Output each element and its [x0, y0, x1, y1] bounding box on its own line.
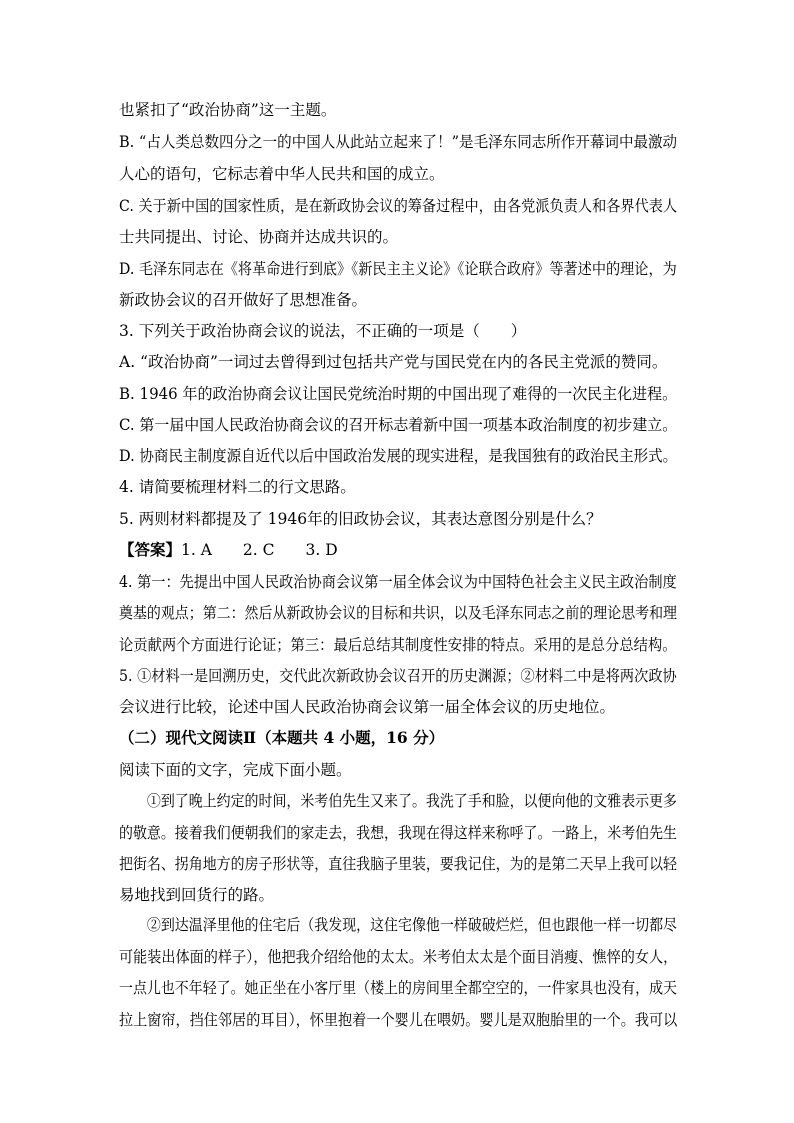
answer-text: 1. A 2. C 3. D — [181, 541, 338, 559]
answer-label: 【答案】 — [119, 540, 182, 559]
instruction-line: 阅读下面的文字，完成下面小题。 — [119, 761, 352, 779]
text-line: 会议进行比较，论述中国人民政治协商会议第一届全体会议的历史地位。 — [119, 698, 616, 716]
option-d: D. 协商民主制度源自近代以后中国政治发展的现实进程，是我国独有的政治民主形式。 — [119, 447, 678, 465]
section-heading: （二）现代文阅读Ⅱ（本题共 4 小题，16 分） — [119, 728, 445, 747]
text-line: D. 毛泽东同志在《将革命进行到底》《新民主主义论》《论联合政府》等著述中的理论，为 — [119, 260, 677, 278]
option-c: C. 第一届中国人民政治协商会议的召开标志着新中国一项基本政治制度的初步建立。 — [119, 416, 678, 434]
option-b: B. 1946 年的政治协商会议让国民党统治时期的中国出现了难得的一次民主化进程。 — [119, 385, 678, 403]
passage-line: 易地找到回货行的路。 — [119, 886, 275, 904]
passage-line: 把街名、拐角地方的房子形状等，直往我脑子里装，要我记住，为的是第二天早上我可以轻 — [119, 855, 678, 873]
passage-line: 可能装出体面的样子），他把我介绍给他的太太。米考伯太太是个面目消瘦、憔悴的女人， — [119, 948, 678, 966]
passage-line: 拉上窗帘，挡住邻居的耳目），怀里抱着一个婴儿在喂奶。婴儿是双胞胎里的一个。我可以 — [119, 1011, 678, 1029]
passage-line: ①到了晚上约定的时间，米考伯先生又来了。我洗了手和脸，以便向他的文雅表示更多 — [119, 792, 678, 810]
text-line: 人心的语句，它标志着中华人民共和国的成立。 — [119, 165, 445, 183]
passage-line: 一点儿也不年轻了。她正坐在小客厅里（楼上的房间里全都空空的，一件家具也没有，成天 — [119, 979, 678, 997]
question-4: 4. 请简要梳理材料二的行文思路。 — [119, 478, 356, 496]
text-line: 5. ①材料一是回溯历史，交代此次新政协会议召开的历史渊源；②材料二中是将两次政协 — [119, 667, 677, 685]
option-a: A. “政治协商”一词过去曾得到过包括共产党与国民党在内的各民主党派的赞同。 — [119, 353, 668, 371]
text-line: 新政协会议的召开做好了思想准备。 — [119, 291, 368, 309]
passage-line: 的敬意。接着我们便朝我们的家走去，我想，我现在得这样来称呼了。一路上，米考伯先生 — [119, 824, 678, 842]
answer-line — [119, 540, 338, 560]
passage-line: ②到达温泽里他的住宅后（我发现，这住宅像他一样破破烂烂，但也跟他一样一切都尽 — [119, 916, 678, 934]
text-line: B. “占人类总数四分之一的中国人从此站立起来了！”是毛泽东同志所作开幕词中最激动 — [119, 133, 678, 151]
text-line: 奠基的观点；第二：然后从新政协会议的目标和共识，以及毛泽东同志之前的理论思考和理 — [119, 604, 678, 622]
question-5: 5. 两则材料都提及了 1946年的旧政协会议，其表达意图分别是什么？ — [119, 510, 602, 528]
text-line: 论贡献两个方面进行论证；第三：最后总结其制度性安排的特点。采用的是总分总结构。 — [119, 636, 677, 654]
text-line: 士共同提出、讨论、协商并达成共识的。 — [119, 228, 399, 246]
text-line: 也紧扣了“政治协商”这一主题。 — [119, 101, 337, 119]
question-3: 3. 下列关于政治协商会议的说法，不正确的一项是（ ） — [119, 322, 527, 340]
text-line: C. 关于新中国的国家性质，是在新政协会议的筹备过程中，由各党派负责人和各界代表人 — [119, 197, 678, 215]
text-line: 4. 第一：先提出中国人民政治协商会议第一届全体会议为中国特色社会主义民主政治制度 — [119, 573, 677, 591]
